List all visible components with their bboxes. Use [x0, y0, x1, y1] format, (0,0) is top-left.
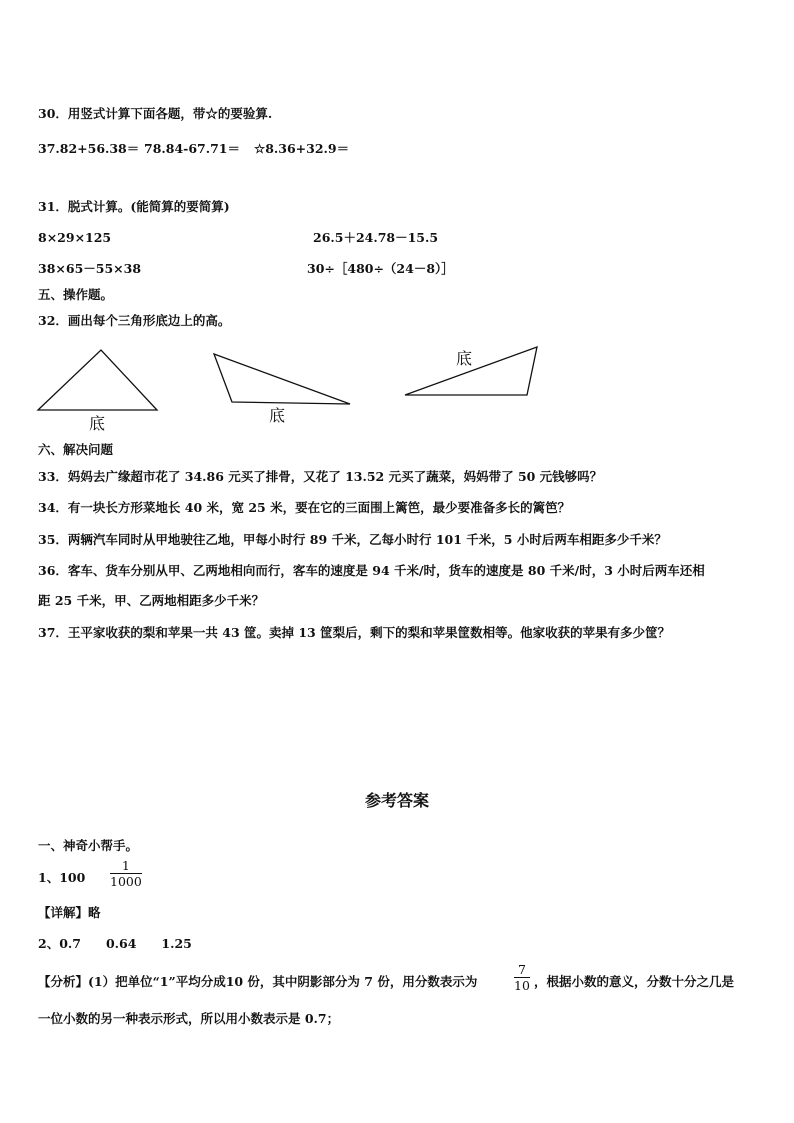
- q30-expr-2: 78.84-67.71＝: [144, 141, 240, 156]
- section-6-heading: 六、解决问题: [38, 442, 114, 457]
- answers-heading: 参考答案: [364, 791, 429, 810]
- answer-2: 2、0.7 0.64 1.25: [38, 936, 192, 951]
- q34-text: 34．有一块长方形菜地长 40 米，宽 25 米，要在它的三面围上篱笆，最少要准备多长的篱笆？: [38, 500, 571, 515]
- q31-title: 31．脱式计算。(能简算的要简算): [38, 199, 230, 214]
- section-5-heading: 五、操作题。: [38, 287, 114, 302]
- answer-2-analysis-line2: 一位小数的另一种表示形式，所以用小数表示是 0.7；: [38, 1011, 340, 1026]
- q35-text: 35．两辆汽车同时从甲地驶往乙地，甲每小时行 89 千米，乙每小时行 101 千米，5 小时后两车相距多少千米？: [38, 532, 667, 547]
- q31-expr-2: 26.5＋24.78－15.5: [313, 230, 439, 245]
- q31-expr-4: 30÷［480÷（24－8）］: [307, 261, 454, 276]
- answer-2-fraction: [514, 962, 530, 993]
- base-label-1: 底: [89, 414, 106, 433]
- fraction-numerator: 1: [121, 858, 130, 873]
- fraction-denominator: 10: [514, 978, 530, 993]
- q30-expr-1: 37.82+56.38＝: [38, 141, 140, 156]
- base-label-2: 底: [269, 406, 286, 425]
- q30-expr-3: ☆8.36+32.9＝: [254, 141, 350, 156]
- triangle-2: [214, 354, 350, 404]
- triangle-1: [38, 350, 157, 410]
- q36-text-line2: 距 25 千米，甲、乙两地相距多少千米？: [38, 593, 265, 608]
- q32-title: 32．画出每个三角形底边上的高。: [38, 313, 231, 328]
- q33-text: 33．妈妈去广缘超市花了 34.86 元买了排骨，又花了 13.52 元买了蔬菜，妈妈带了 50 元钱够吗？: [38, 469, 603, 484]
- answer-2-analysis-part1: 【分析】(1）把单位“1”平均分成10 份，其中阴影部分为 7 份，用分数表示为: [38, 974, 478, 989]
- q31-expr-3: 38×65－55×38: [38, 261, 142, 276]
- answer-2-analysis-part2: ，根据小数的意义，分数十分之几是: [534, 974, 735, 989]
- q37-text: 37．王平家收获的梨和苹果一共 43 筐。卖掉 13 筐梨后，剩下的梨和苹果筐数相等。他家收获的苹果有多少筐？: [38, 625, 671, 640]
- answer-1-detail: 【详解】略: [38, 905, 101, 920]
- q30-title: 30．用竖式计算下面各题，带☆的要验算.: [38, 106, 273, 121]
- fraction-numerator: 7: [517, 962, 526, 977]
- q36-text-line1: 36．客车、货车分别从甲、乙两地相向而行，客车的速度是 94 千米/时，货车的速度是 80 千米/时，3 小时后两车还相: [38, 563, 705, 578]
- q31-expr-1: 8×29×125: [38, 230, 112, 245]
- answers-section-1: 一、神奇小帮手。: [38, 838, 139, 853]
- base-label-3: 底: [456, 349, 473, 368]
- triangles-figure: [0, 340, 794, 435]
- answer-1-fraction: [110, 858, 142, 889]
- answer-1: 1、100: [38, 870, 86, 885]
- fraction-denominator: 1000: [110, 874, 142, 889]
